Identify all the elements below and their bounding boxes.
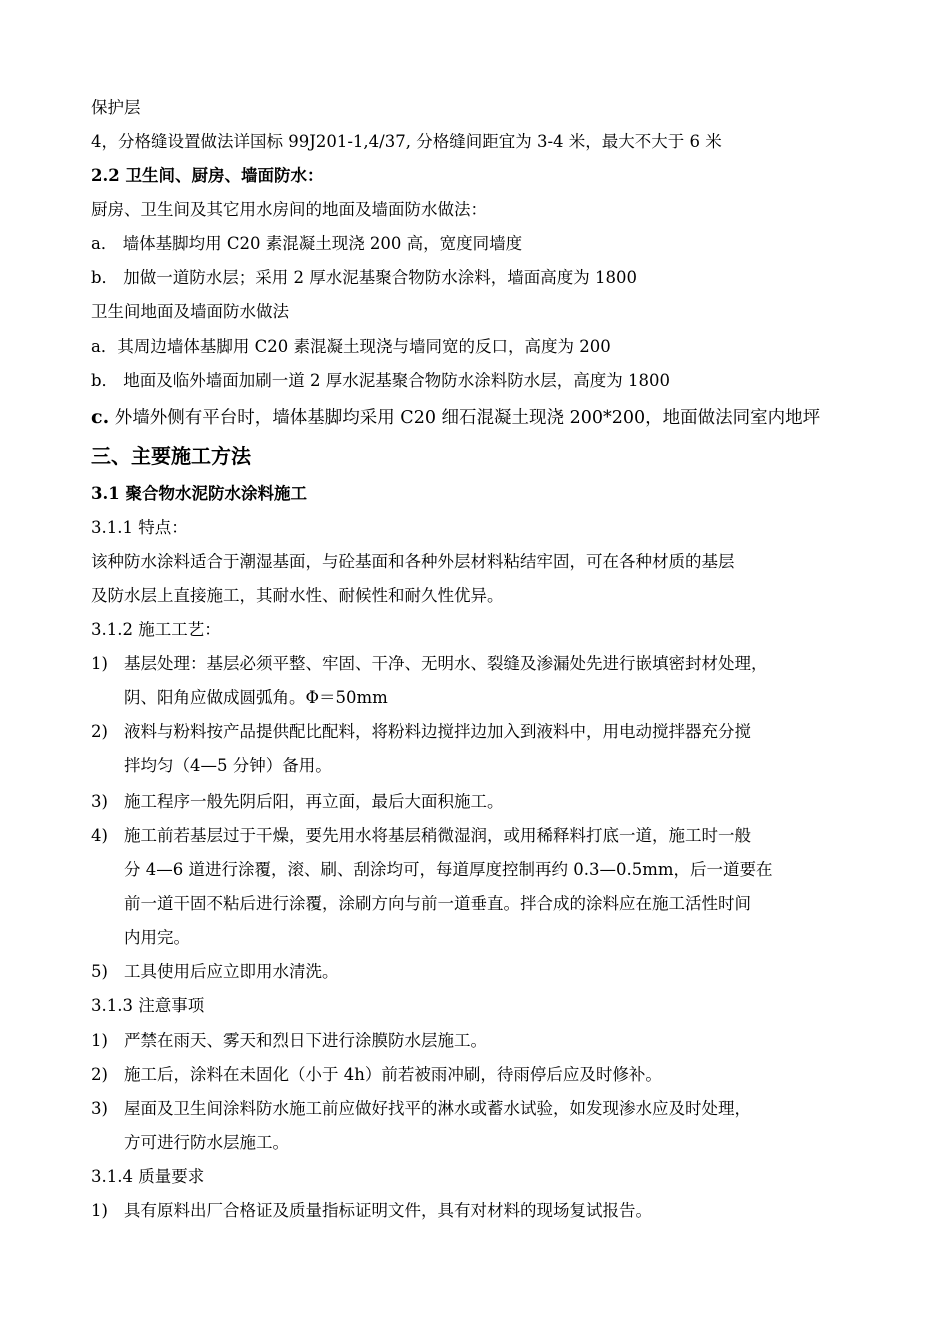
list-number: 2): [91, 1065, 108, 1084]
subsection-heading: 3.1.1 特点：: [91, 518, 188, 537]
section-heading: 2.2 卫生间、厨房、墙面防水：: [91, 166, 324, 185]
list-number: 1): [91, 1031, 108, 1050]
list-item-text: 施工程序一般先阴后阳，再立面，最后大面积施工。: [124, 792, 504, 811]
list-item-text: 阴、阳角应做成圆弧角。Φ＝50mm: [124, 688, 388, 707]
subsection-heading: 3.1.3 注意事项: [91, 996, 205, 1015]
list-number: 2): [91, 722, 108, 741]
subsection-heading: 3.1.2 施工工艺：: [91, 620, 221, 639]
list-item-text: 施工前若基层过于干燥，要先用水将基层稍微湿润，或用稀释料打底一道，施工时一般: [124, 826, 751, 845]
text-line: 保护层: [91, 98, 141, 117]
text-line: 厨房、卫生间及其它用水房间的地面及墙面防水做法：: [91, 200, 487, 219]
list-item-text: 基层处理：基层必须平整、牢固、干净、无明水、裂缝及渗漏处先进行嵌填密封材处理，: [124, 654, 768, 673]
list-item-text: 前一道干固不粘后进行涂覆，涂刷方向与前一道垂直。拌合成的涂料应在施工活性时间: [124, 894, 751, 913]
list-item-text: 工具使用后应立即用水清洗。: [124, 962, 339, 981]
list-number: 1): [91, 654, 108, 673]
list-item: a． 墙体基脚均用 C20 素混凝土现浇 200 高，宽度同墙度: [91, 234, 523, 253]
list-item-text: 屋面及卫生间涂料防水施工前应做好找平的淋水或蓄水试验，如发现渗水应及时处理，: [124, 1099, 751, 1118]
list-item: b． 加做一道防水层；采用 2 厚水泥基聚合物防水涂料，墙面高度为 1800: [91, 268, 638, 287]
list-item-text: 具有原料出厂合格证及质量指标证明文件，具有对材料的现场复试报告。: [124, 1201, 652, 1220]
list-item-text: 分 4—6 道进行涂覆，滚、刷、刮涂均可，每道厚度控制再约 0.3—0.5mm，后一道要在: [124, 860, 773, 879]
paragraph-line: 该种防水涂料适合于潮湿基面，与砼基面和各种外层材料粘结牢固，可在各种材质的基层: [91, 552, 735, 571]
list-item-text: 液料与粉料按产品提供配比配料，将粉料边搅拌边加入到液料中，用电动搅拌器充分搅: [124, 722, 751, 741]
text-line: 4，分格缝设置做法详国标 99J201-1,4/37, 分格缝间距宜为 3-4 米，最大不大于 6 米: [91, 132, 722, 151]
list-item-text: 外墙外侧有平台时，墙体基脚均采用 C20 细石混凝土现浇 200*200，地面做法同室内地坪: [109, 408, 821, 428]
list-item: [91, 405, 820, 430]
list-number: 1): [91, 1201, 108, 1220]
text-line: 卫生间地面及墙面防水做法: [91, 302, 289, 321]
list-number: 5): [91, 962, 108, 981]
list-item: a．其周边墙体基脚用 C20 素混凝土现浇与墙同宽的反口，高度为 200: [91, 337, 611, 356]
list-item: b． 地面及临外墙面加刷一道 2 厚水泥基聚合物防水涂料防水层，高度为 1800: [91, 371, 671, 390]
list-number: 4): [91, 826, 108, 845]
paragraph-line: 及防水层上直接施工，其耐水性、耐候性和耐久性优异。: [91, 586, 504, 605]
chapter-heading: 三、主要施工方法: [91, 444, 251, 468]
list-number: 3): [91, 792, 108, 811]
section-heading: 3.1 聚合物水泥防水涂料施工: [91, 484, 307, 503]
list-item-text: 方可进行防水层施工。: [124, 1133, 289, 1152]
list-number: 3): [91, 1099, 108, 1118]
list-item-text: 拌均匀（4—5 分钟）备用。: [124, 756, 332, 775]
list-item-text: 内用完。: [124, 928, 190, 947]
list-item-text: 施工后，涂料在未固化（小于 4h）前若被雨冲刷，待雨停后应及时修补。: [124, 1065, 662, 1084]
list-marker: c.: [91, 406, 110, 428]
list-item-text: 严禁在雨天、雾天和烈日下进行涂膜防水层施工。: [124, 1031, 487, 1050]
subsection-heading: 3.1.4 质量要求: [91, 1167, 205, 1186]
